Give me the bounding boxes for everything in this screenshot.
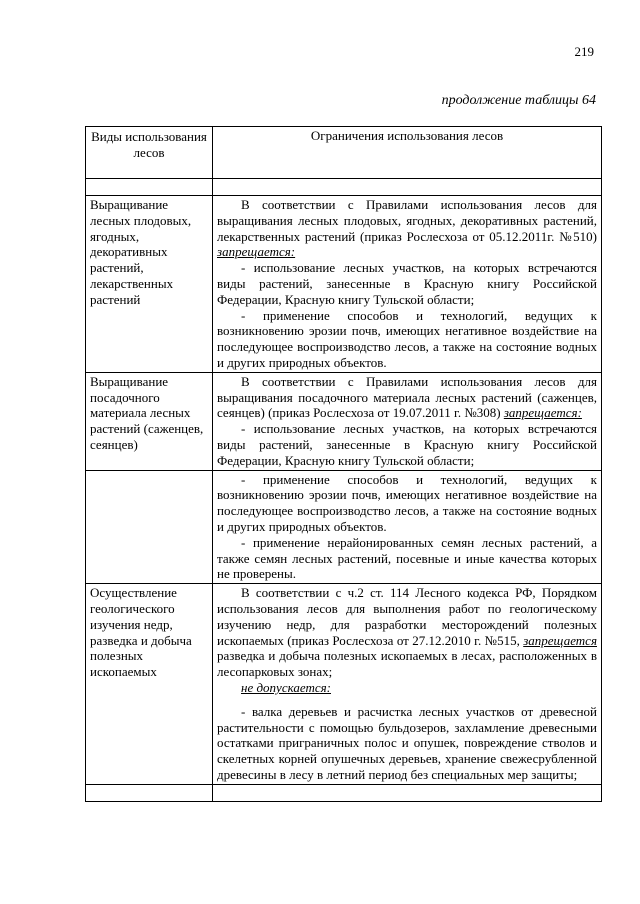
- prohibited-marker: запрещается:: [503, 405, 582, 421]
- table-row: [86, 470, 602, 584]
- table-header-row: [86, 127, 602, 179]
- header-restrictions: Ограничения использования лесов: [213, 127, 602, 179]
- header-use-types: Виды использования лесов: [86, 127, 213, 179]
- use-type-cell: Выращивание лесных плодовых, ягодных, декоративных растений, лекарственных растений: [86, 196, 213, 373]
- table-row: [86, 196, 602, 373]
- restriction-cell: [213, 372, 602, 470]
- restriction-cell: [213, 196, 602, 373]
- restriction-intro: В соответствии с Правилами использования лесов для выращивания лесных плодовых, ягодных, декоративных растений, лекарственных растений (приказ Рослесхоза от 05.12.2011г. №510): [217, 197, 597, 244]
- table-row: [86, 584, 602, 785]
- restriction-item: - применение способов и технологий, ведущих к возникновению эрозии почв, имеющих негативное воздействие на последующее воспроизводство лесов, а также на состояние водных и других природных объектов.: [217, 471, 597, 534]
- restriction-intro: В соответствии с ч.2 ст. 114 Лесного кодекса РФ, Порядком использования лесов для выполнения работ по геологическому изучению недр, для разработки месторождений полезных ископаемых (приказ Рослесхоза от 27.12.2010 г. №515,: [217, 585, 597, 648]
- restriction-item: - применение способов и технологий, ведущих к возникновению эрозии почв, имеющих негативное воздействие на последующее воспроизводство лесов, а также на состояние водных и других природных объектов.: [217, 307, 597, 370]
- restrictions-table: [85, 126, 602, 802]
- use-type-cell: Выращивание посадочного материала лесных растений (саженцев, сеянцев): [86, 372, 213, 470]
- table-continuation-caption: продолжение таблицы 64: [441, 93, 596, 108]
- restriction-intro: В соответствии с Правилами использования лесов для выращивания посадочного материала лесных растений (саженцев, сеянцев) (приказ Рослесхоза от 19.07.2011 г. №308): [217, 373, 597, 421]
- use-type-cell: [86, 470, 213, 584]
- restriction-intro-tail: разведка и добыча полезных ископаемых в лесах, расположенных в лесопарковых зонах;: [217, 648, 597, 680]
- table-row: [86, 784, 602, 801]
- not-allowed-marker: не допускается:: [241, 679, 331, 695]
- restriction-item: - валка деревьев и расчистка лесных участков от древесной растительности с помощью бульдозеров, захламление древесными остатками приграничных полос и опушек, повреждение стволов и скелетных корней опушечных деревьев, хранение свежесрубленной древесины в лесу в летний период без специальных мер защиты;: [217, 703, 597, 782]
- table-row: [86, 372, 602, 470]
- restriction-item: - применение нерайонированных семян лесных растений, а также семян лесных растений, посевные и иные качества которых не проверены.: [217, 534, 597, 582]
- table-spacer-row: [86, 179, 602, 196]
- prohibited-marker: запрещается: [523, 632, 597, 648]
- prohibited-marker: запрещается:: [217, 244, 296, 260]
- page-number: 219: [574, 44, 594, 59]
- restriction-item: - использование лесных участков, на которых встречаются виды растений, занесенные в Красную книгу Российской Федерации, Красную книгу Тульской области;: [217, 260, 597, 307]
- restriction-cell: [213, 470, 602, 584]
- restriction-cell: [213, 584, 602, 785]
- use-type-cell: Осуществление геологического изучения недр, разведка и добыча полезных ископаемых: [86, 584, 213, 785]
- restriction-item: - использование лесных участков, на которых встречаются виды растений, занесенные в Красную книгу Российской Федерации, Красную книгу Тульской области;: [217, 421, 597, 468]
